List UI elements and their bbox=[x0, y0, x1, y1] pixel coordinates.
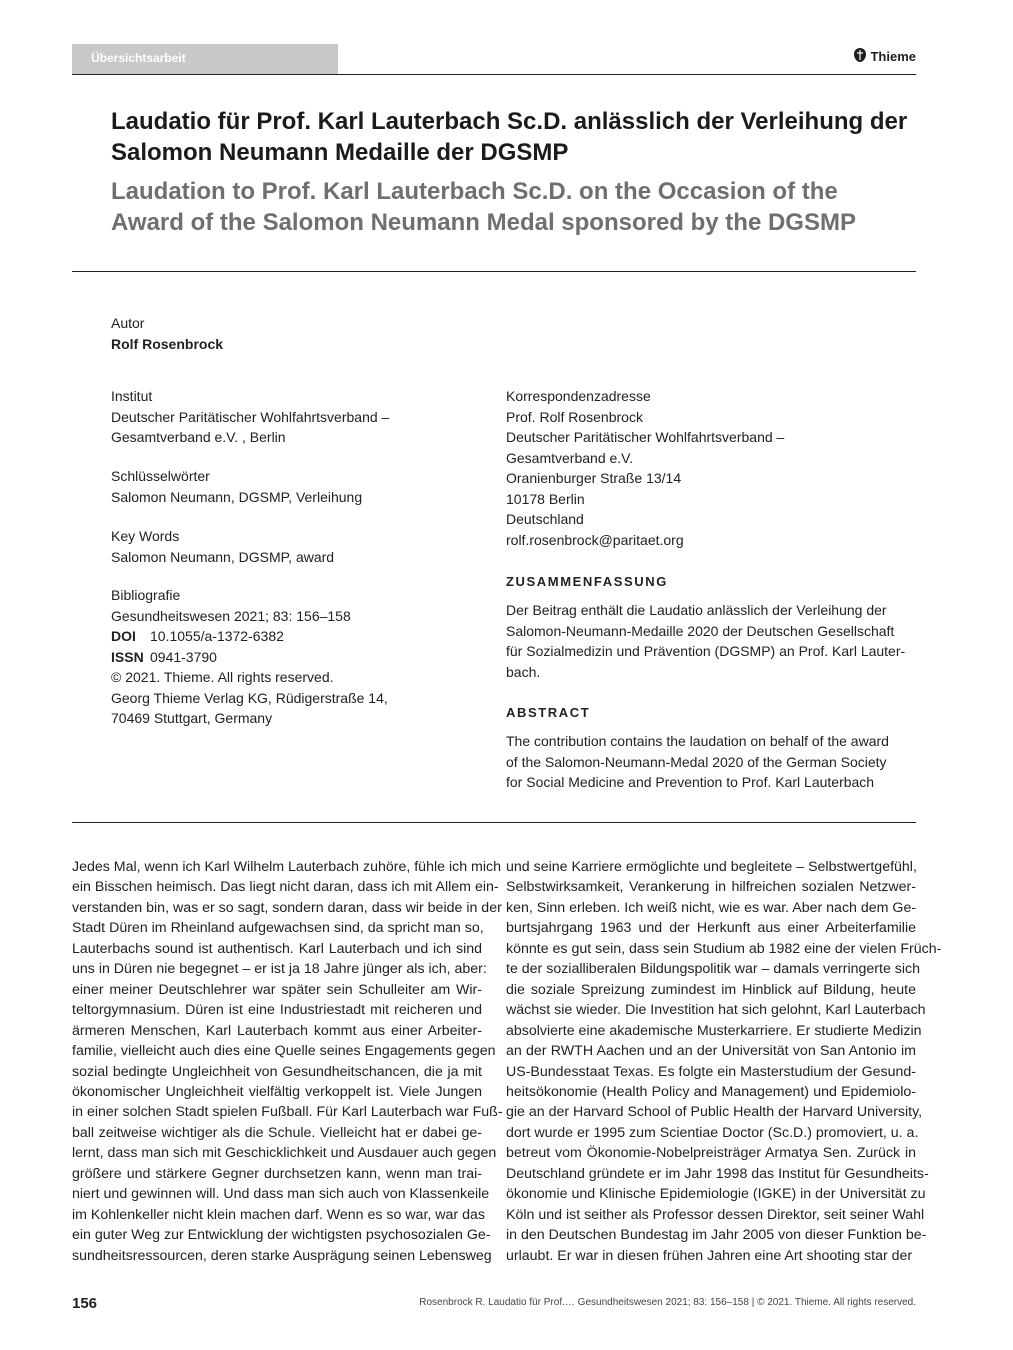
body-text-line: dort wurde er 1995 zum Scientiae Doctor (Sc.D.) promoviert, u. a. bbox=[506, 1124, 919, 1141]
body-text-line: Lauterbachs sound ist authentisch. Karl Lauterbach und ich sind bbox=[72, 940, 482, 957]
header-divider bbox=[72, 74, 916, 75]
title-english: Laudation to Prof. Karl Lauterbach Sc.D. on the Occasion of the Award of the Salomon Neumann Medal sponsored by the DGSMP bbox=[111, 178, 856, 236]
body-text-line: an der RWTH Aachen und an der Universität von San Antonio im bbox=[506, 1043, 916, 1060]
correspondence-line: Oranienburger Straße 13/14 bbox=[506, 470, 682, 486]
zusammenfassung-heading: ZUSAMMENFASSUNG bbox=[506, 574, 668, 589]
body-text-line: betreut vom Ökonomie-Nobelpreisträger Armatya Sen. Zurück in bbox=[506, 1145, 916, 1162]
body-divider bbox=[72, 822, 916, 823]
abstract-text bbox=[506, 731, 889, 793]
correspondence-line: Deutscher Paritätischer Wohlfahrtsverband – bbox=[506, 429, 785, 445]
body-text-line: im Kohlenkeller nicht klein machen darf. Wenn es so war, war das bbox=[72, 1206, 485, 1223]
keywords-english-label: Key Words bbox=[111, 528, 180, 544]
body-text-line: Jedes Mal, wenn ich Karl Wilhelm Lauterbach zuhöre, fühle ich mich bbox=[72, 859, 501, 875]
zusammenfassung-line: Salomon-Neumann-Medaille 2020 der Deutschen Gesellschaft bbox=[506, 622, 895, 639]
issn-value: 0941-3790 bbox=[150, 648, 217, 665]
author-label: Autor bbox=[111, 315, 145, 331]
body-text-line: uns in Düren nie begegnet – er ist ja 18 Jahre jünger als ich, aber: bbox=[72, 961, 487, 978]
keywords-english-block bbox=[111, 526, 334, 567]
body-text-line: größere und stärkere Gegner durchsetzen kann, wenn man trai- bbox=[72, 1165, 482, 1182]
body-text-line: niert und gewinnen will. Und dass man sich auch von Klassenkeile bbox=[72, 1186, 490, 1203]
abstract-heading: ABSTRACT bbox=[506, 705, 591, 720]
body-text-line: Selbstwirksamkeit, Verankerung in hilfreichen sozialen Netzwer- bbox=[506, 879, 916, 896]
institute-line: Gesamtverband e.V. , Berlin bbox=[111, 429, 286, 445]
keywords-german-text: Salomon Neumann, DGSMP, Verleihung bbox=[111, 488, 363, 505]
body-text-line: sozial bedingte Ungleichheit von Gesundheitschancen, die ja mit bbox=[72, 1063, 482, 1080]
keywords-english-text: Salomon Neumann, DGSMP, award bbox=[111, 548, 335, 565]
correspondence-line: Deutschland bbox=[506, 511, 584, 527]
footer-citation: Rosenbrock R. Laudatio für Prof.… Gesundheitswesen 2021; 83: 156–158 | © 2021. Thieme. All rights reserved. bbox=[419, 1297, 916, 1308]
correspondence-line: Prof. Rolf Rosenbrock bbox=[506, 408, 643, 425]
body-text-line: burtsjahrgang 1963 und der Herkunft aus einer Arbeiterfamilie bbox=[506, 920, 916, 937]
correspondence-label: Korrespondenzadresse bbox=[506, 388, 651, 404]
title-german: Laudatio für Prof. Karl Lauterbach Sc.D. anlässlich der Verleihung der Salomon Neumann Medaille der DGSMP bbox=[111, 108, 908, 166]
body-text-line: die soziale Spreizung zumindest im Hinblick auf Bildung, heute bbox=[506, 981, 916, 998]
publisher-address: 70469 Stuttgart, Germany bbox=[111, 710, 273, 726]
author-block bbox=[111, 313, 223, 354]
zusammenfassung-line: für Sozialmedizin und Prävention (DGSMP) an Prof. Karl Lauter- bbox=[506, 643, 906, 659]
correspondence-block bbox=[506, 386, 784, 550]
body-text-line: ein guter Weg zur Entwicklung der wichtigsten psychosozialen Ge- bbox=[72, 1227, 491, 1244]
author-name: Rolf Rosenbrock bbox=[111, 335, 224, 352]
doi-label: DOI bbox=[111, 628, 136, 644]
body-text-line: ökonomischer Ungleichheit vielfältig verkoppelt ist. Viele Jungen bbox=[72, 1083, 482, 1100]
abstract-line: for Social Medicine and Prevention to Prof. Karl Lauterbach bbox=[506, 774, 875, 790]
correspondence-line: Gesamtverband e.V. bbox=[506, 449, 634, 466]
body-text-line: heitsökonomie (Health Policy and Management) und Epidemiolo- bbox=[506, 1083, 916, 1100]
body-text-line: US-Bundesstaat Texas. Es folgte ein Masterstudium der Gesund- bbox=[506, 1063, 916, 1080]
body-text-line: und seine Karriere ermöglichte und begleitete – Selbstwertgefühl, bbox=[506, 859, 917, 875]
publisher-logo bbox=[854, 48, 916, 65]
body-text-line: in einer solchen Stadt spielen Fußball. Für Karl Lauterbach war Fuß- bbox=[72, 1104, 503, 1121]
body-text-line: einer meiner Deutschlehrer war später sein Schulleiter am Wir- bbox=[72, 981, 482, 998]
thieme-logo-icon bbox=[854, 48, 866, 65]
title-divider bbox=[72, 271, 916, 272]
issn-row bbox=[111, 647, 388, 668]
correspondence-email[interactable]: rolf.rosenbrock@paritaet.org bbox=[506, 531, 684, 548]
keywords-german-label: Schlüsselwörter bbox=[111, 468, 210, 484]
body-text-line: verstanden bin, was er so sagt, sondern daran, dass wir beide in der bbox=[72, 899, 502, 916]
body-text-line: ken, Sinn erleben. Ich weiß nicht, wie es war. Aber nach dem Ge- bbox=[506, 899, 917, 916]
body-text-line: wächst sie wieder. Die Investition hat sich gelohnt, Karl Lauterbach bbox=[506, 1002, 926, 1019]
body-text-line: gie an der Harvard School of Public Health der Harvard University, bbox=[506, 1104, 923, 1121]
body-text-line: urlaubt. Er war in diesen frühen Jahren eine Art shooting star der bbox=[506, 1247, 913, 1264]
body-text-line: ball zeitweise wichtiger als die Schule. Vielleicht hat er dabei ge- bbox=[72, 1124, 482, 1141]
body-text-line: familie, vielleicht auch dies eine Quelle seines Engagements gegen bbox=[72, 1043, 496, 1060]
institute-line: Deutscher Paritätischer Wohlfahrtsverband – bbox=[111, 408, 390, 425]
page-number: 156 bbox=[72, 1295, 98, 1312]
body-text-line: in den Deutschen Bundestag im Jahr 2005 von dieser Funktion be- bbox=[506, 1227, 927, 1244]
body-column-right bbox=[506, 857, 942, 1266]
body-column-left bbox=[72, 857, 503, 1266]
doi-row bbox=[111, 626, 388, 647]
institute-block bbox=[111, 386, 389, 448]
body-text-line: ein Bisschen heimisch. Das liegt nicht daran, dass ich mit Allem ein- bbox=[72, 879, 499, 896]
zusammenfassung-line: bach. bbox=[506, 663, 541, 680]
doi-value[interactable]: 10.1055/a-1372-6382 bbox=[150, 628, 284, 644]
body-text-line: teltorgymnasium. Düren ist eine Industriestadt mit reicheren und bbox=[72, 1002, 482, 1019]
bibliography-block bbox=[111, 585, 388, 729]
body-text-line: te der sozialliberalen Bildungspolitik war – damals verringerte sich bbox=[506, 961, 921, 978]
publisher-name: Thieme bbox=[870, 49, 916, 64]
bibliography-label: Bibliografie bbox=[111, 587, 181, 603]
issn-label: ISSN bbox=[111, 648, 144, 665]
section-label: Übersichtsarbeit bbox=[72, 44, 338, 75]
body-text-line: absolvierte eine akademische Musterkarriere. Er studierte Medizin bbox=[506, 1022, 922, 1039]
correspondence-line: 10178 Berlin bbox=[506, 490, 585, 507]
body-text-line: Stadt Düren im Rheinland aufgewachsen sind, da spricht man so, bbox=[72, 920, 484, 937]
zusammenfassung-line: Der Beitrag enthält die Laudatio anlässlich der Verleihung der bbox=[506, 602, 887, 618]
copyright: © 2021. Thieme. All rights reserved. bbox=[111, 669, 334, 685]
body-text-line: sundheitsressourcen, deren starke Ausprägung seinen Lebensweg bbox=[72, 1247, 492, 1264]
keywords-german-block bbox=[111, 466, 362, 507]
body-text-line: ärmeren Menschen, Karl Lauterbach kommt aus einer Arbeiter- bbox=[72, 1022, 482, 1039]
body-text-line: Köln und ist seither als Professor dessen Direktor, seit seiner Wahl bbox=[506, 1206, 925, 1223]
body-text-line: ökonomie und Klinische Epidemiologie (IGKE) in der Universität zu bbox=[506, 1186, 926, 1203]
body-text-line: Deutschland gründete er im Jahr 1998 das Institut für Gesundheits- bbox=[506, 1165, 929, 1182]
body-text-line: könnte es gut sein, dass sein Studium ab 1982 eine der vielen Früch- bbox=[506, 940, 942, 957]
institute-label: Institut bbox=[111, 388, 153, 404]
publisher-address: Georg Thieme Verlag KG, Rüdigerstraße 14, bbox=[111, 689, 388, 706]
abstract-line: The contribution contains the laudation on behalf of the award bbox=[506, 733, 889, 749]
body-text-line: lernt, dass man sich mit Geschicklichkeit und Ausdauer auch gegen bbox=[72, 1145, 497, 1162]
bibliography-journal: Gesundheitswesen 2021; 83: 156–158 bbox=[111, 607, 351, 624]
zusammenfassung-text bbox=[506, 600, 906, 682]
abstract-line: of the Salomon-Neumann-Medal 2020 of the German Society bbox=[506, 753, 887, 770]
